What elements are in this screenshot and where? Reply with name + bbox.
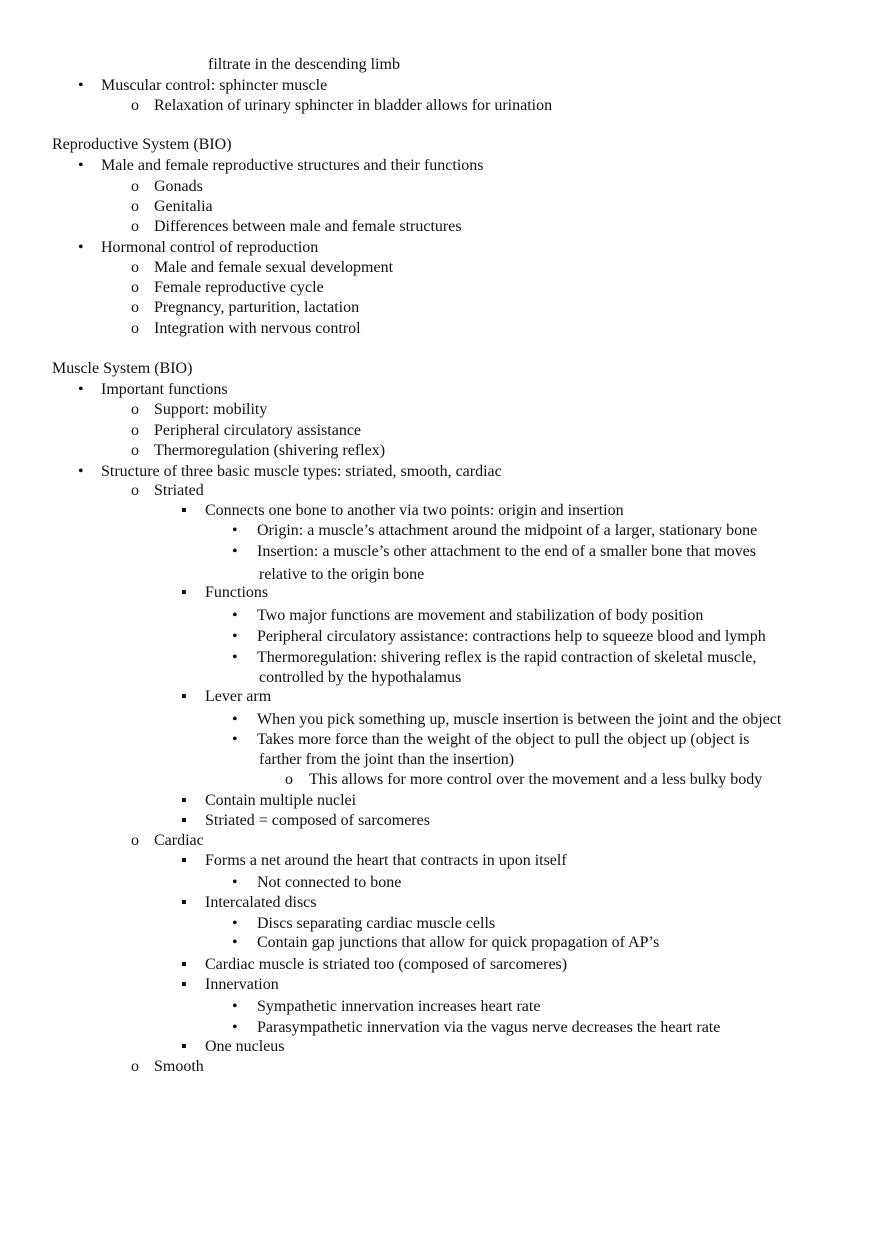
list-item: When you pick something up, muscle insertion is between the joint and the object xyxy=(257,711,782,728)
bullet-marker: • xyxy=(232,1019,238,1036)
circle-marker: o xyxy=(131,442,139,459)
bullet-marker: • xyxy=(78,463,84,480)
list-item: Parasympathetic innervation via the vagus nerve decreases the heart rate xyxy=(257,1019,721,1036)
circle-marker: o xyxy=(131,97,139,114)
bullet-marker: • xyxy=(232,649,238,666)
square-marker: ▪ xyxy=(181,584,187,601)
circle-marker: o xyxy=(131,279,139,296)
list-item: Striated xyxy=(154,482,204,499)
bullet-marker: • xyxy=(78,157,84,174)
list-item: Genitalia xyxy=(154,198,213,215)
list-item: Peripheral circulatory assistance xyxy=(154,422,362,439)
section-heading: Reproductive System (BIO) xyxy=(52,136,232,153)
circle-marker: o xyxy=(131,401,139,418)
list-item: Female reproductive cycle xyxy=(154,279,324,296)
list-item: Important functions xyxy=(101,381,228,398)
list-item: Relaxation of urinary sphincter in bladder allows for urination xyxy=(154,97,553,114)
circle-marker: o xyxy=(131,299,139,316)
text-line: filtrate in the descending limb xyxy=(208,56,400,73)
list-item: Discs separating cardiac muscle cells xyxy=(257,915,496,932)
list-item: Connects one bone to another via two points: origin and insertion xyxy=(205,502,624,519)
list-item: Forms a net around the heart that contracts in upon itself xyxy=(205,852,567,869)
bullet-marker: • xyxy=(232,874,238,891)
list-item-continuation: relative to the origin bone xyxy=(259,566,425,583)
list-item: Structure of three basic muscle types: striated, smooth, cardiac xyxy=(101,463,502,480)
list-item: Male and female reproductive structures and their functions xyxy=(101,157,484,174)
list-item: Cardiac muscle is striated too (composed of sarcomeres) xyxy=(205,956,568,973)
bullet-marker: • xyxy=(232,934,238,951)
list-item: This allows for more control over the movement and a less bulky body xyxy=(309,771,763,788)
square-marker: ▪ xyxy=(181,502,187,519)
square-marker: ▪ xyxy=(181,852,187,869)
list-item: Gonads xyxy=(154,178,203,195)
list-item: Two major functions are movement and stabilization of body position xyxy=(257,607,704,624)
list-item: Contain multiple nuclei xyxy=(205,792,357,809)
list-item: Functions xyxy=(205,584,269,601)
circle-marker: o xyxy=(131,832,139,849)
circle-marker: o xyxy=(131,178,139,195)
list-item: Male and female sexual development xyxy=(154,259,394,276)
list-item: Smooth xyxy=(154,1058,204,1075)
square-marker: ▪ xyxy=(181,688,187,705)
circle-marker: o xyxy=(285,771,293,788)
list-item: Striated = composed of sarcomeres xyxy=(205,812,430,829)
list-item: One nucleus xyxy=(205,1038,285,1055)
bullet-marker: • xyxy=(232,915,238,932)
bullet-marker: • xyxy=(78,239,84,256)
section-heading: Muscle System (BIO) xyxy=(52,360,193,377)
circle-marker: o xyxy=(131,1058,139,1075)
list-item: Takes more force than the weight of the object to pull the object up (object is xyxy=(257,731,750,748)
list-item: Innervation xyxy=(205,976,279,993)
list-item: Not connected to bone xyxy=(257,874,402,891)
list-item: Cardiac xyxy=(154,832,204,849)
circle-marker: o xyxy=(131,198,139,215)
list-item: Differences between male and female structures xyxy=(154,218,462,235)
bullet-marker: • xyxy=(232,522,238,539)
list-item: Sympathetic innervation increases heart rate xyxy=(257,998,541,1015)
list-item: Pregnancy, parturition, lactation xyxy=(154,299,360,316)
circle-marker: o xyxy=(131,320,139,337)
circle-marker: o xyxy=(131,422,139,439)
list-item: Support: mobility xyxy=(154,401,268,418)
square-marker: ▪ xyxy=(181,792,187,809)
bullet-marker: • xyxy=(232,543,238,560)
bullet-marker: • xyxy=(232,998,238,1015)
square-marker: ▪ xyxy=(181,956,187,973)
bullet-marker: • xyxy=(232,731,238,748)
list-item: Integration with nervous control xyxy=(154,320,361,337)
square-marker: ▪ xyxy=(181,976,187,993)
bullet-marker: • xyxy=(232,711,238,728)
list-item: Origin: a muscle’s attachment around the midpoint of a larger, stationary bone xyxy=(257,522,758,539)
bullet-marker: • xyxy=(78,381,84,398)
square-marker: ▪ xyxy=(181,812,187,829)
circle-marker: o xyxy=(131,259,139,276)
circle-marker: o xyxy=(131,482,139,499)
list-item: Lever arm xyxy=(205,688,272,705)
list-item: Insertion: a muscle’s other attachment to the end of a smaller bone that moves xyxy=(257,543,756,560)
square-marker: ▪ xyxy=(181,1038,187,1055)
list-item: Hormonal control of reproduction xyxy=(101,239,319,256)
circle-marker: o xyxy=(131,218,139,235)
square-marker: ▪ xyxy=(181,894,187,911)
list-item-continuation: controlled by the hypothalamus xyxy=(259,669,462,686)
bullet-marker: • xyxy=(232,628,238,645)
list-item: Thermoregulation: shivering reflex is the rapid contraction of skeletal muscle, xyxy=(257,649,757,666)
list-item: Contain gap junctions that allow for quick propagation of AP’s xyxy=(257,934,660,951)
list-item: Peripheral circulatory assistance: contractions help to squeeze blood and lymph xyxy=(257,628,766,645)
bullet-marker: • xyxy=(232,607,238,624)
list-item: Thermoregulation (shivering reflex) xyxy=(154,442,386,459)
list-item: Muscular control: sphincter muscle xyxy=(101,77,328,94)
list-item-continuation: farther from the joint than the insertion) xyxy=(259,751,515,768)
list-item: Intercalated discs xyxy=(205,894,317,911)
bullet-marker: • xyxy=(78,77,84,94)
